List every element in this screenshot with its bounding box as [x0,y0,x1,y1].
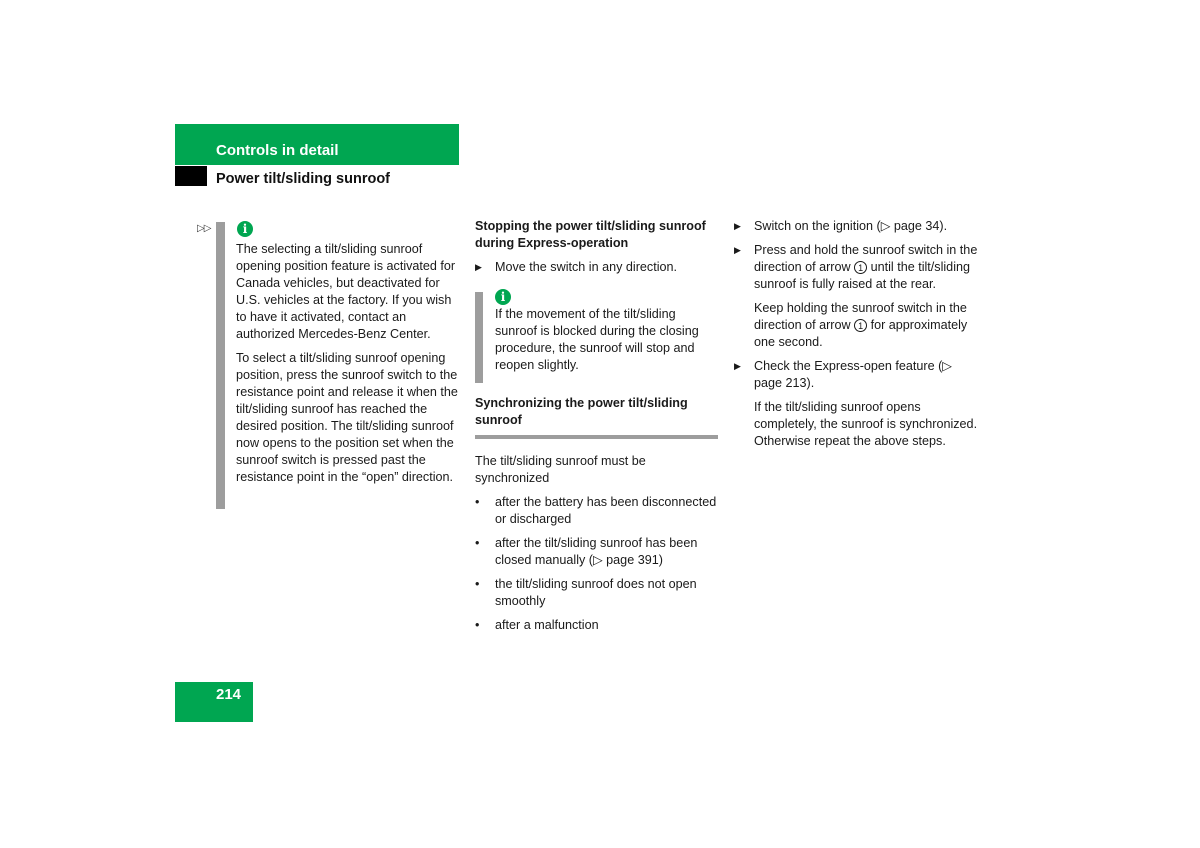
bullet-dot-icon: • [475,536,480,550]
step-text [754,242,978,293]
step-arrow-icon: ▶ [734,245,741,255]
bullet-dot-icon: • [475,618,480,632]
list-item-text: after the tilt/sliding sunroof has been closed manually (▷ page 391) [495,536,698,567]
instruction-step [734,242,978,293]
result-text: If the tilt/sliding sunroof opens completely, the sunroof is synchronized. Otherwise repeat the above steps. [754,400,978,448]
list-item-text: after a malfunction [495,618,599,632]
instruction-step [475,259,718,276]
bullet-dot-icon: • [475,495,480,509]
hold-text-part: for approximately one second. [754,318,968,349]
info-note-bar [475,292,483,383]
info-note [475,289,718,381]
page-number-box [175,682,253,722]
instruction-step [734,218,978,235]
right-column [734,218,978,457]
info-paragraph: The selecting a tilt/sliding sunroof opening position feature is activated for Canada vehicles, but deactivated for U.S. vehicles at the factory. If you wish to have it activated, contact an authorized Mercedes-Benz Center. [236,242,456,341]
arrow-number-badge: 1 [854,261,867,274]
section-title: Power tilt/sliding sunroof [216,171,390,187]
instruction-step [734,358,978,392]
hold-instruction [734,300,978,351]
stopping-heading: Stopping the power tilt/sliding sunroof during Express-operation [475,219,706,250]
bullet-dot-icon: • [475,577,480,591]
step-arrow-icon: ▶ [475,262,482,272]
step-text: Switch on the ignition (▷ page 34). [754,219,948,233]
step-text-part: until the tilt/sliding sunroof is fully raised at the rear. [754,260,970,291]
info-icon: i [495,289,511,305]
continued-marker: ▷▷ [197,223,211,234]
info-sidebar-bar [216,222,225,509]
list-item [475,617,718,634]
hold-text-part: Keep holding the sunroof switch in the direction of arrow [754,301,967,332]
info-paragraph: To select a tilt/sliding sunroof opening position, press the sunroof switch to the resistance point and release it when the tilt/sliding sunroof has reached the desired position. The tilt/sliding sunroof now opens to the position set when the sunroof switch is pressed past the resistance point in the “open” direction. [236,351,458,484]
middle-column [475,218,718,641]
info-icon: i [237,221,253,237]
page-number: 214 [216,686,242,703]
list-item [475,535,718,569]
list-item-text: the tilt/sliding sunroof does not open smoothly [495,577,697,608]
list-item [475,576,718,610]
list-item-text: after the battery has been disconnected or discharged [495,495,717,526]
chapter-title: Controls in detail [216,142,339,159]
sync-heading: Synchronizing the power tilt/sliding sunroof [475,396,688,427]
arrow-number-badge: 1 [854,319,867,332]
step-text-part: Press and hold the sunroof switch in the direction of arrow [754,243,978,274]
section-marker-tab [175,166,207,186]
left-info-text [236,241,460,493]
step-arrow-icon: ▶ [734,221,741,231]
list-item [475,494,718,528]
info-note-text: If the movement of the tilt/sliding sunroof is blocked during the closing procedure, the sunroof will stop and reopen slightly. [495,307,699,372]
sync-intro: The tilt/sliding sunroof must be synchronized [475,454,646,485]
step-text: Move the switch in any direction. [495,260,677,274]
step-arrow-icon: ▶ [734,361,741,371]
heading-rule [475,435,718,439]
step-text: Check the Express-open feature (▷ page 213). [754,359,952,390]
